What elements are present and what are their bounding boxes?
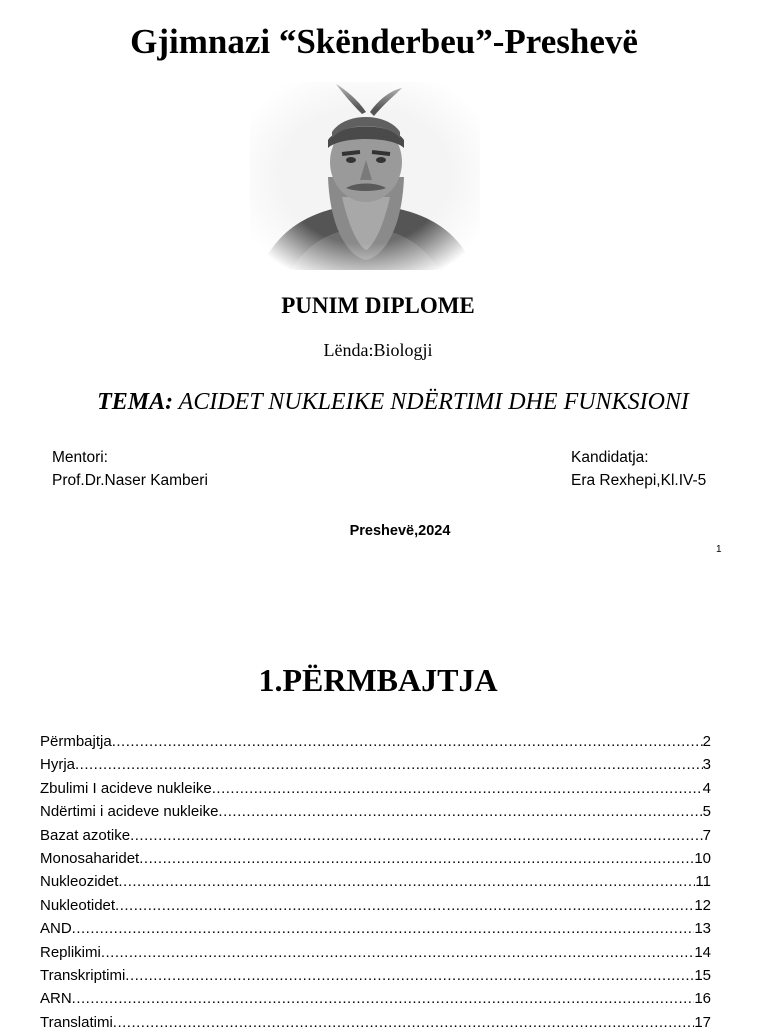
toc-entry[interactable] — [40, 870, 711, 893]
toc-entry-title: Nukleotidet — [40, 896, 116, 914]
toc-entry-title: Hyrja — [40, 756, 76, 774]
mentor-block — [52, 446, 208, 492]
toc-entry-page: 10 — [694, 849, 711, 867]
toc-leader-dots — [75, 753, 703, 776]
theme-text: ACIDET NUKLEIKE NDËRTIMI DHE FUNKSIONI — [178, 389, 689, 415]
toc-leader-dots — [118, 870, 695, 893]
theme-label: TEMA: — [97, 389, 174, 415]
subject-line: Lënda:Biologji — [323, 340, 433, 360]
toc-entry[interactable] — [40, 824, 711, 847]
toc-entry-page: 17 — [694, 1013, 711, 1031]
toc-entry[interactable] — [40, 894, 711, 917]
toc-entry-page: 15 — [694, 966, 711, 984]
toc-entry[interactable] — [40, 730, 711, 753]
toc-entry-title: Përmbajtja — [40, 733, 112, 750]
toc-entry-title: Monosaharidet — [40, 849, 140, 867]
toc-entry-page: 16 — [694, 990, 711, 1008]
toc-entry[interactable] — [40, 987, 711, 1010]
toc-leader-dots — [130, 824, 703, 847]
toc-entry-page: 4 — [702, 779, 711, 797]
skanderbeg-bust-image — [250, 82, 480, 270]
candidate-block — [571, 446, 706, 492]
toc-entry-page: 14 — [694, 943, 711, 961]
candidate-label: Kandidatja: — [571, 449, 649, 466]
toc-entry-page: 13 — [694, 920, 711, 938]
toc-entry-title: Translatimi — [40, 1013, 113, 1031]
page-number: 1 — [716, 544, 722, 555]
toc-entry-title: Replikimi — [40, 943, 101, 961]
toc-entry-title: ARN — [40, 990, 72, 1008]
toc-leader-dots — [212, 777, 703, 800]
toc-entry-page: 2 — [702, 733, 711, 750]
toc-entry[interactable] — [40, 941, 711, 964]
toc-leader-dots — [72, 987, 695, 1010]
document-type: PUNIM DIPLOME — [281, 293, 475, 318]
theme-line — [0, 389, 768, 416]
portrait-icon — [250, 82, 480, 270]
toc-leader-dots — [72, 917, 695, 940]
toc-entry[interactable] — [40, 847, 711, 870]
toc-entry-title: Nukleozidet — [40, 873, 119, 891]
toc-entry[interactable] — [40, 917, 711, 940]
school-title: Gjimnazi “Skënderbeu”-Preshevë — [130, 22, 638, 61]
toc-entry-page: 11 — [695, 873, 711, 891]
toc-leader-dots — [112, 730, 703, 753]
toc-leader-dots — [139, 847, 694, 870]
toc-entry-title: Zbulimi I acideve nukleike — [40, 779, 212, 797]
toc-leader-dots — [101, 941, 694, 964]
mentor-label: Mentori: — [52, 449, 108, 466]
toc-entry[interactable] — [40, 800, 711, 823]
toc-leader-dots — [125, 964, 694, 987]
toc-leader-dots — [115, 894, 694, 917]
toc-entry-title: Transkriptimi — [40, 966, 126, 984]
toc-entry-page: 3 — [702, 756, 711, 774]
toc-entry-title: Ndërtimi i acideve nukleike — [40, 803, 219, 821]
candidate-name: Era Rexhepi,Kl.IV-5 — [571, 472, 707, 489]
toc-title: 1.PËRMBAJTJA — [258, 662, 498, 698]
toc-entry[interactable] — [40, 964, 711, 987]
toc-entry-title: AND — [40, 920, 72, 938]
toc-entry-page: 5 — [702, 803, 711, 821]
table-of-contents — [40, 730, 711, 1034]
toc-entry-title: Bazat azotike — [40, 826, 131, 844]
toc-leader-dots — [218, 800, 702, 823]
toc-entry[interactable] — [40, 1011, 711, 1034]
toc-leader-dots — [113, 1011, 695, 1034]
toc-entry[interactable] — [40, 777, 711, 800]
place-date: Preshevë,2024 — [349, 523, 451, 539]
toc-entry-page: 7 — [702, 826, 711, 844]
toc-entry-page: 12 — [694, 896, 711, 914]
toc-entry[interactable] — [40, 753, 711, 776]
mentor-name: Prof.Dr.Naser Kamberi — [52, 472, 208, 489]
